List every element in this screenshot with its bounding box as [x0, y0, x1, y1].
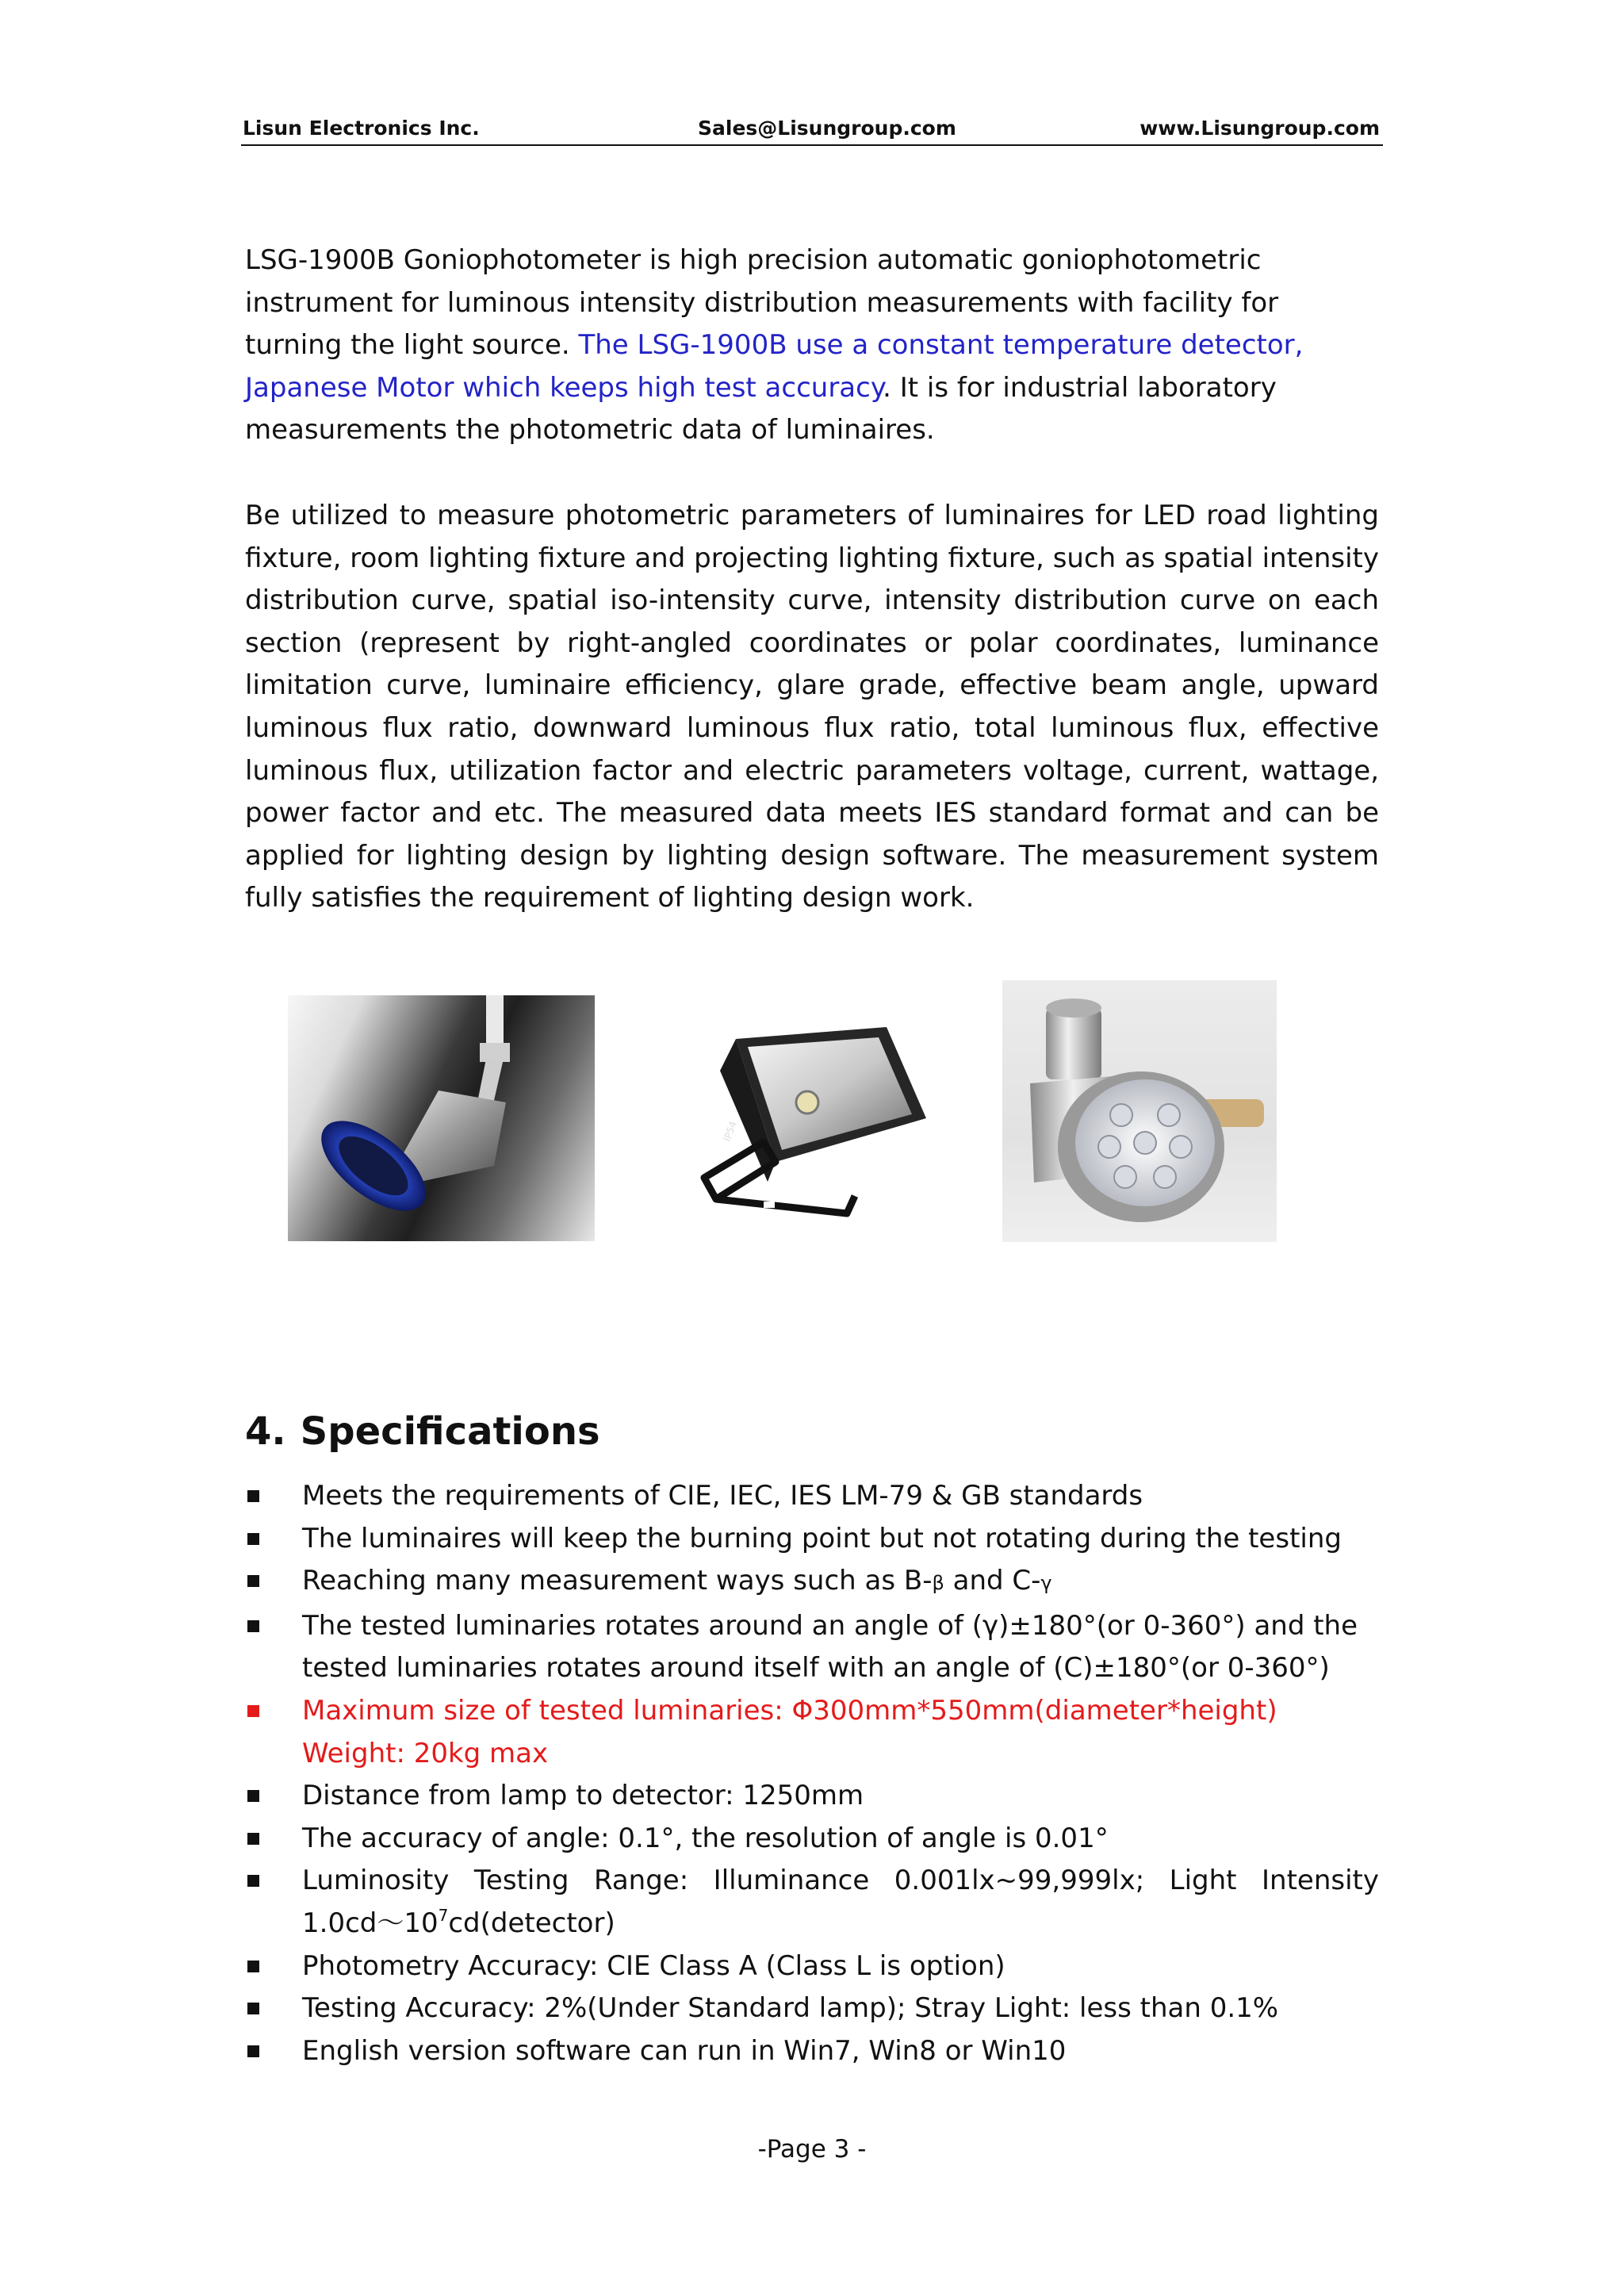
header-website[interactable]: www.Lisungroup.com	[1139, 117, 1380, 140]
square-bullet-icon	[247, 1961, 259, 1972]
square-bullet-icon	[247, 2045, 259, 2057]
square-bullet-icon	[247, 1790, 259, 1802]
spec-standards-text: Meets the requirements of CIE, IEC, IES LM-79 & GB standards	[302, 1480, 1143, 1512]
spec-distance-text: Distance from lamp to detector: 1250mm	[302, 1780, 864, 1812]
intro-text-1: LSG-1900B Goniophotometer is high precision automatic goniophotometric instrument for luminous intensity distribution measurements with facility for turning the light source.	[245, 244, 1279, 362]
spec-weight-text: Weight: 20kg max	[302, 1737, 549, 1769]
square-bullet-icon	[247, 1705, 259, 1717]
floodlight-image	[688, 1023, 934, 1233]
spec-angle-accuracy	[245, 1818, 1379, 1861]
spec-rotation-line-2: tested luminaries rotates around itself with an angle of (C)±180°(or 0-360°)	[302, 1652, 1330, 1685]
specifications-heading	[245, 1405, 600, 1458]
square-bullet-icon	[247, 1533, 259, 1545]
spec-photometry-accuracy	[245, 1945, 1379, 1988]
spec-range-line-1: Luminosity Testing Range: Illuminance 0.001lx~99,999lx; Light Intensity	[302, 1865, 1379, 1897]
square-bullet-icon	[247, 1833, 259, 1845]
square-bullet-icon	[247, 1620, 259, 1632]
intro-highlight: The LSG-1900B use a constant temperature detector, Japanese Motor which keeps high test accuracy	[245, 329, 1304, 404]
intro-text-2: . It is for industrial laboratory measurements the photometric data of luminaires.	[245, 371, 1277, 447]
spec-distance	[245, 1775, 1379, 1818]
spec-testing-accuracy-text: Testing Accuracy: 2%(Under Standard lamp); Stray Light: less than 0.1%	[302, 1992, 1279, 2025]
square-bullet-icon	[247, 1490, 259, 1502]
square-bullet-icon	[247, 2003, 259, 2014]
spec-range-exponent: 7	[438, 1905, 449, 1925]
square-bullet-icon	[247, 1875, 259, 1887]
usage-paragraph: Be utilized to measure photometric parameters of luminaires for LED road lighting fixture, room lighting fixture and projecting lighting fixture, such as spatial intensity distribution curve, spatial iso-intensity curve, intensity distribution curve on each section (represent by right-angled coordinates or polar coordinates, luminance limitation curve, luminaire efficiency, glare grade, effective beam angle, upward luminous flux ratio, downward luminous flux ratio, total luminous flux, effective luminous flux, utilization factor and electric parameters voltage, current, wattage, power factor and etc. The measured data meets IES standard format and can be applied for lighting design by lighting design software. The measurement system fully satisfies the requirement of lighting design work.	[245, 500, 1379, 914]
spec-photometry-text: Photometry Accuracy: CIE Class A (Class L is option)	[302, 1949, 1005, 1982]
square-bullet-icon	[247, 1575, 259, 1587]
spec-ways-beta: β	[932, 1572, 944, 1595]
page-header	[241, 116, 1383, 146]
spec-ways-gamma: γ	[1040, 1572, 1052, 1595]
spec-angle-accuracy-text: The accuracy of angle: 0.1°, the resolution of angle is 0.01°	[302, 1822, 1109, 1854]
spec-ways-mid: and C-	[944, 1565, 1041, 1597]
spec-standards	[245, 1475, 1379, 1518]
header-email[interactable]: Sales@Lisungroup.com	[698, 117, 956, 140]
spec-max-size	[245, 1690, 1379, 1775]
spotlight-image	[288, 995, 595, 1241]
floodlight-icon	[688, 1023, 934, 1233]
spec-burning-point-text: The luminaires will keep the burning point but not rotating during the testing	[302, 1522, 1342, 1554]
spec-software-text: English version software can run in Win7, Win8 or Win10	[302, 2034, 1067, 2067]
spec-range-unit: cd(detector)	[448, 1907, 615, 1939]
spec-ways-prefix: Reaching many measurement ways such as B-	[302, 1565, 933, 1597]
intro-paragraph	[245, 240, 1379, 452]
floodlight-label: IP54	[721, 1119, 739, 1144]
spec-range-intensity-min: 1.0cd～10	[302, 1907, 439, 1939]
spec-rotation	[245, 1605, 1379, 1690]
header-company: Lisun Electronics Inc.	[243, 117, 480, 140]
spec-burning-point	[245, 1518, 1379, 1561]
spec-luminosity-range	[245, 1860, 1379, 1945]
spec-testing-accuracy	[245, 1987, 1379, 2030]
spec-measurement-ways	[245, 1560, 1379, 1605]
spec-software	[245, 2030, 1379, 2073]
section-number: 4.	[245, 1409, 286, 1454]
specifications-list	[245, 1475, 1379, 2072]
spec-range-line-2	[302, 1903, 1379, 1945]
spec-max-size-text: Maximum size of tested luminaries: Φ300mm*550mm(diameter*height)	[302, 1694, 1277, 1727]
led-bulb-image	[1002, 980, 1277, 1242]
spec-rotation-line-1: The tested luminaries rotates around an angle of (γ)±180°(or 0-360°) and the	[302, 1609, 1358, 1642]
led-bulb-icon	[1002, 980, 1277, 1242]
spotlight-icon	[288, 995, 595, 1241]
section-title: Specifications	[300, 1409, 600, 1454]
page-number: -Page 3 -	[757, 2135, 867, 2164]
